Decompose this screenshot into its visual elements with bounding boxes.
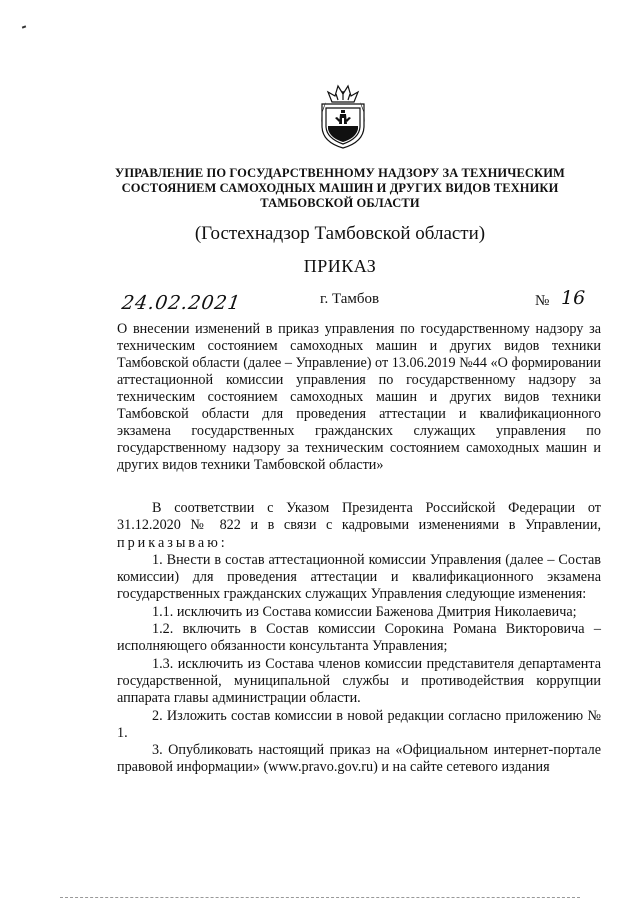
paragraph-1-1: 1.1. исключить из Состава комиссии Баженова Дмитрия Николаевича; [152,603,577,620]
scan-speck [22,25,26,28]
handwritten-order-number: 16 [561,287,586,309]
handwritten-date: 24.02.2021 [120,292,243,314]
intro-text: В соответствии с Указом Президента Российской Федерации от 31.12.2020 № 822 и в связи с кадровыми изменениями в Управлении, [117,500,601,534]
paragraph-2: 2. Изложить состав комиссии в новой редакции согласно приложению № 1. [117,707,601,741]
paragraph-3: 3. Опубликовать настоящий приказ на «Официальном интернет-портале правовой информации» (www.pravo.gov.ru) и на сайте сетевого издания [117,742,601,776]
organization-short-name: (Гостехнадзор Тамбовской области) [194,223,486,244]
city: г. Тамбов [320,291,380,307]
organization-name [80,166,600,211]
document-type-title: ПРИКАЗ [303,256,377,276]
organization-line-2: СОСТОЯНИЕМ САМОХОДНЫХ МАШИН И ДРУГИХ ВИДОВ ТЕХНИКИ [121,181,559,195]
organization-line-3: ТАМБОВСКОЙ ОБЛАСТИ [260,196,420,210]
paragraph-1: 1. Внести в состав аттестационной комиссии Управления (далее – Состав комиссии) для проведения аттестации и квалификационного экзамена государственных гражданских служащих Управления следующие изменения: [117,551,601,603]
order-subject: О внесении изменений в приказ управления по государственному надзору за техническим состоянием самоходных машин и других видов техники Тамбовской области (далее – Управление) от 13.06.2019 №44 «О формировании аттестационной комиссии управления по государственному надзору за техническим состоянием самоходных машин и других видов техники Тамбовской области для проведения аттестации и квалификационного экзамена государственных гражданских служащих управления по государственному надзору за техническим состоянием самоходных машин и других видов техники Тамбовской области» [117,321,601,473]
page-bottom-edge [60,897,580,898]
tambov-coat-of-arms-icon [318,82,368,150]
organization-line-1: УПРАВЛЕНИЕ ПО ГОСУДАРСТВЕННОМУ НАДЗОРУ ЗА ТЕХНИЧЕСКИМ [115,166,565,180]
order-body [117,500,601,777]
order-word: приказываю: [117,534,228,551]
paragraph-1-2: 1.2. включить в Состав комиссии Сорокина Романа Викторовича – исполняющего обязанности консультанта Управления; [117,621,601,655]
intro-paragraph [117,500,601,552]
paragraph-1-3: 1.3. исключить из Состава членов комиссии представителя департамента государственной, муниципальной службы и противодействия коррупции аппарата главы администрации области. [117,655,601,707]
number-label: № [535,293,550,309]
